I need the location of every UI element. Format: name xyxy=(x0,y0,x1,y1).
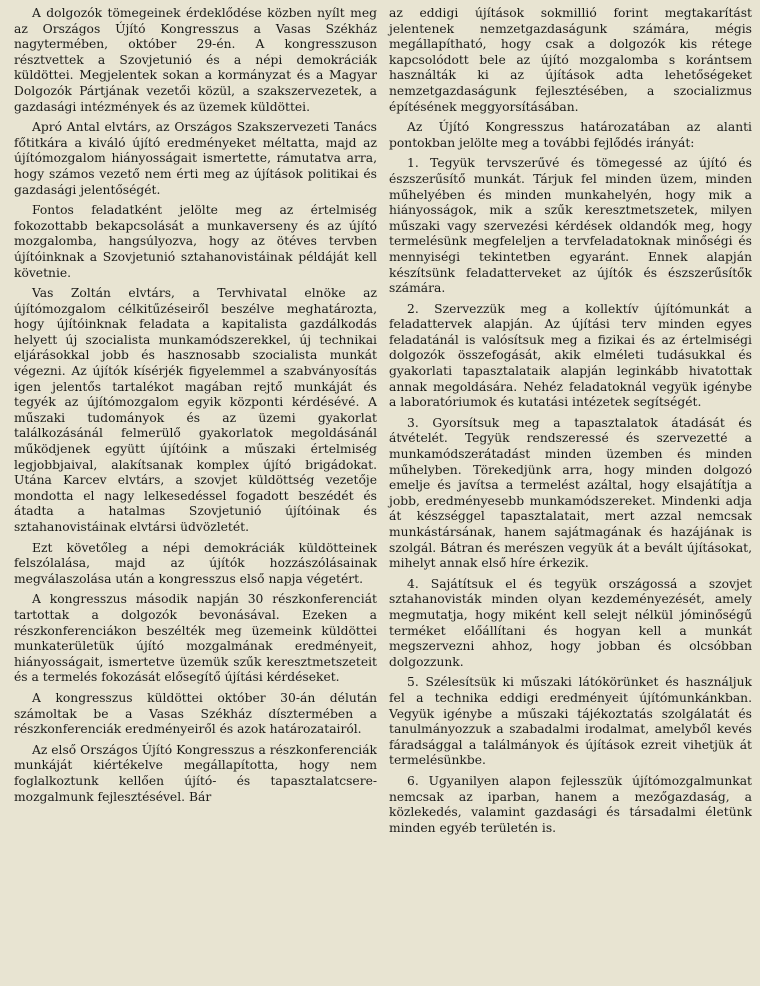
resolution-point-6: 6. Ugyanilyen alapon fejlesszük újítómozgalmunkat nemcsak az iparban, hanem a mezőgazdaság, a közlekedés, valamint gazdasági és társadalmi életünk minden egyéb területén is. xyxy=(389,773,752,835)
resolution-point-3: 3. Gyorsítsuk meg a tapasztalatok átadását és átvételét. Tegyük rendszeressé és szervezetté a munkamódszerátadást minden üzemben és minden műhelyben. Törekedjünk arra, hogy minden dolgozó emelje és javítsa a termelést azáltal, hogy elsajátítja a jobb, eredményesebb munkamódszereket. Mindenki adja át készséggel tapasztalatait, mert azzal nemcsak munkástársának, hanem sajátmagának és hazájának is szolgál. Bátran és merészen vegyük át a bevált újításokat, mihelyt annak első híre érkezik. xyxy=(389,415,752,571)
resolution-point-1: 1. Tegyük tervszerűvé és tömegessé az újító és észszerűsítő munkát. Tárjuk fel minden üzem, minden műhelyében és minden munkahelyén, hogy mik a hiányosságok, mik a szűk keresztmetszetek, milyen műszaki vagy szervezési kérdések oldandók meg, hogy termelésünk megfeleljen a tervfeladatoknak minőségi és mennyiségi tekintetben egyaránt. Ennek alapján készítsünk feladatterveket az újítók és észszerűsítők számára. xyxy=(389,156,752,296)
paragraph-october-30: A kongresszus küldöttei október 30-án délután számoltak be a Vasas Székház dísztermében a részkonferenciák eredményeiről és azok határozatairól. xyxy=(14,690,377,737)
paragraph-vas-zoltan: Vas Zoltán elvtárs, a Tervhivatal elnöke az újítómozgalom célkitűzéseiről beszélve meghatározta, hogy újítóinknak feladata a kapitalista gazdálkodás helyett új szocialista munkamódszerekkel, új technikai eljárásokkal jobb és hasznosabb szocialista munkát végezni. Az újítók kísérjék figyelemmel a szabványosítás igen jelentős tartalékot magában rejtő munkáját és tegyék az újítómozgalom egyik központi kérdésévé. A műszaki tudományok és az üzemi gyakorlat találkozásánál felmerülő gyakorlatok megoldásánál működjenek együtt újítóink a műszaki értelmiség legjobbjaival, alakítsanak komplex újító brigádokat. Utána Karcev elvtárs, a szovjet küldöttség vezetője mondotta el nagy lelkesedéssel fogadott beszédét és átadta a hatalmas Szovjetunió újítóinak és sztahanovistáinak elvtársi üdvözletét. xyxy=(14,286,377,534)
paragraph-congress-opening: A dolgozók tömegeinek érdeklődése közben nyílt meg az Országos Újító Kongresszus a Vasas Székház nagytermében, október 29-én. A kongresszuson résztvettek a Szovjetunió és a népi demokráciák küldöttei. Megjelentek sokan a kormányzat és a Magyar Dolgozók Pártjának vezetői közül, a szakszervezetek, a gazdasági intézmények és az üzemek küldöttei. xyxy=(14,6,377,114)
paragraph-evaluation-continued: az eddigi újítások sokmillió forint megtakarítást jelentenek nemzetgazdaságunk számára, mégis megállapítható, hogy csak a dolgozók kis rétege kapcsolódott bele az újító mozgalomba s korántsem használták ki az újítások adta lehetőségeket nemzetgazdaságunk fejlesztésében, a szocializmus építésének meggyorsításában. xyxy=(389,6,752,114)
right-column xyxy=(389,6,752,986)
resolution-point-5: 5. Szélesítsük ki műszaki látókörünket és használjuk fel a technika eddigi eredményeit újítómunkánkban. Vegyük igénybe a műszaki tájékoztatás szolgálatát és tanulmányozzuk a szabadalmi irodalmat, amelyből kevés fáradsággal a találmányok és újítások ezreit vihetjük át termelésünkbe. xyxy=(389,675,752,768)
paragraph-resolution-intro: Az Újító Kongresszus határozatában az alanti pontokban jelölte meg a további fejlődés irányát: xyxy=(389,120,752,150)
paragraph-evaluation: Az első Országos Újító Kongresszus a részkonferenciák munkáját kiértékelve megállapította, hogy nem foglalkoztunk kellően újító- és tapasztalatcsere-mozgalmunk fejlesztésével. Bár xyxy=(14,742,377,804)
paragraph-intelligentsia-task: Fontos feladatként jelölte meg az értelmiség fokozottabb bekapcsolását a munkaverseny és az újító mozgalomba, hangsúlyozva, hogy az ötéves tervben újítóinknak a Szovjetunió sztahanovistáinak példáját kell követnie. xyxy=(14,203,377,280)
paragraph-first-day-end: Ezt követőleg a népi demokráciák küldötteinek felszólalása, majd az újítók hozzászólásainak megválaszolása után a kongresszus első napja végetért. xyxy=(14,540,377,586)
resolution-point-4: 4. Sajátítsuk el és tegyük országossá a szovjet sztahanovisták minden olyan kezdeményezését, amely megmutatja, hogy miként kell selejt nélkül jóminőségű terméket előállítani és hogyan kell a munkát megszervezni ahhoz, hogy jobban és olcsóbban dolgozzunk. xyxy=(389,576,752,669)
paragraph-apro-antal: Apró Antal elvtárs, az Országos Szakszervezeti Tanács főtitkára a kiváló újító eredményeket méltatta, majd az újítómozgalom hiányosságait ismertette, rámutatva arra, hogy számos vezető nem érti meg az újítások politikai és gazdasági jelentőségét. xyxy=(14,120,377,197)
resolution-point-2: 2. Szervezzük meg a kollektív újítómunkát a feladattervek alapján. Az újítási terv minden egyes feladatánál is valósítsuk meg a fizikai és az értelmiségi dolgozók összefogását, akik elméleti tudásukkal és gyakorlati tapasztalataik alapján leginkább hivatottak annak megoldására. Nehéz feladatoknál vegyük igénybe a laboratóriumok és kutatási intézetek segítségét. xyxy=(389,301,752,410)
left-column xyxy=(14,6,377,986)
paragraph-second-day: A kongresszus második napján 30 részkonferenciát tartottak a dolgozók bevonásával. Ezeken a részkonferenciákon beszélték meg üzemeink küldöttei munkaterületük újító mozgalmának eredményeit, hiányosságait, ismertetve üzemük szűk keresztmetszeteit és a termelés fokozását elősegítő újítási kérdéseket. xyxy=(14,592,377,685)
